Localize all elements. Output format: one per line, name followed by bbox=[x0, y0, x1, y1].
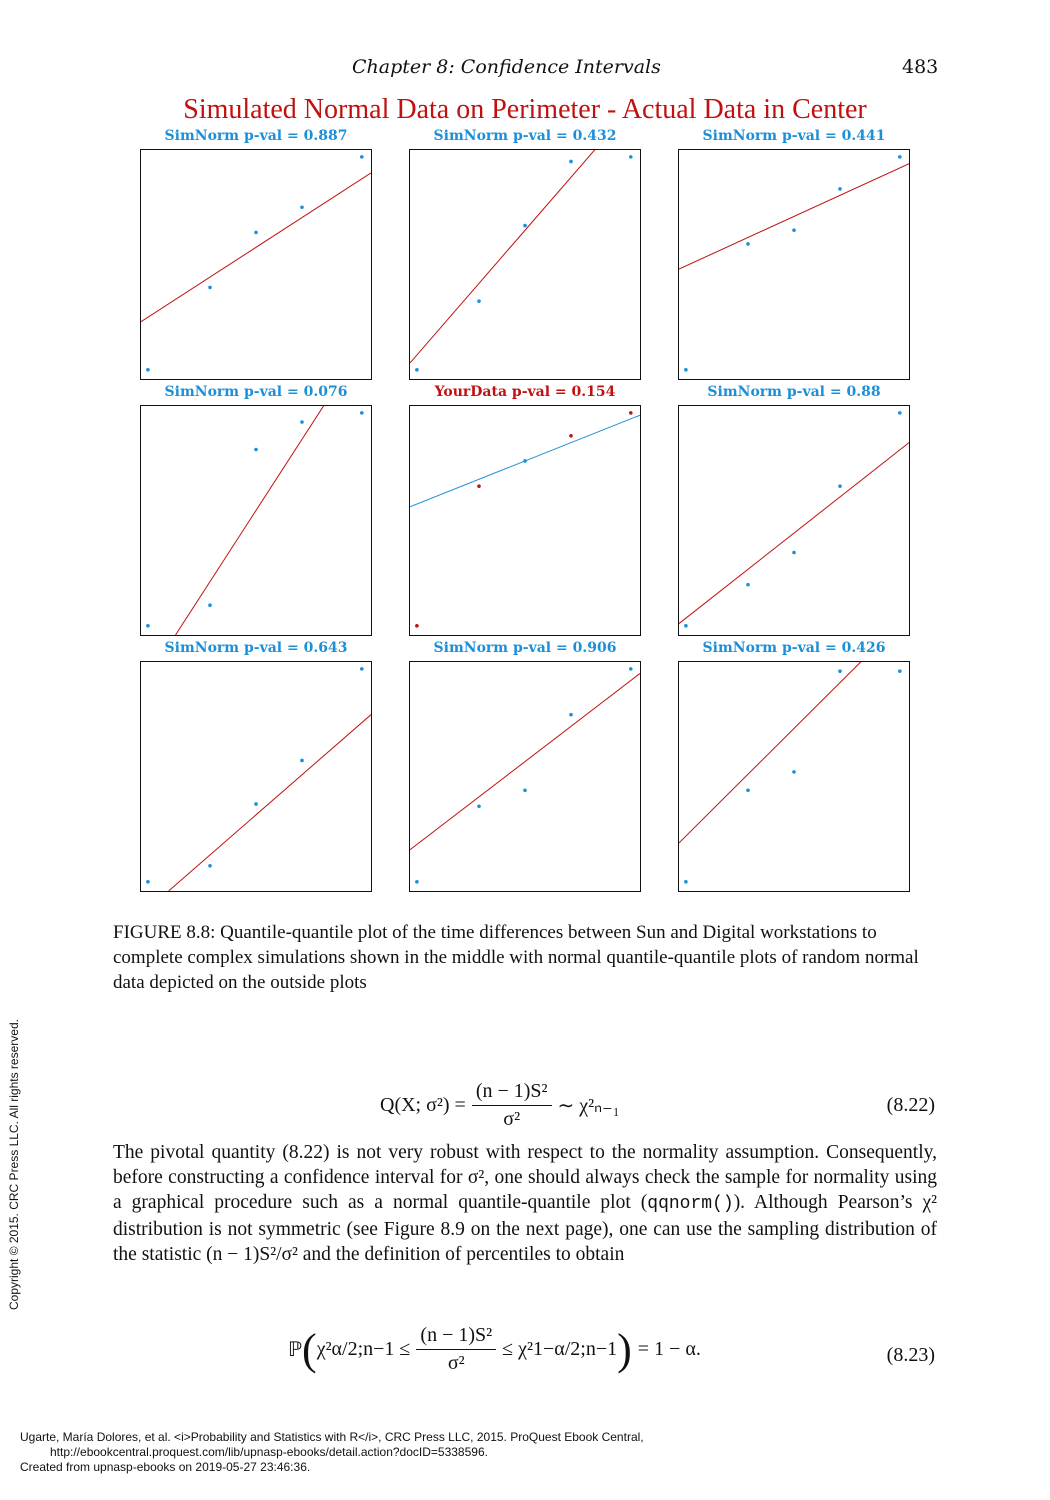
qq-point bbox=[477, 484, 481, 488]
qq-panel-6 bbox=[678, 405, 910, 636]
footer-created: Created from upnasp-ebooks on 2019-05-27 23:46:36. bbox=[20, 1460, 311, 1474]
qq-point bbox=[898, 669, 902, 673]
panel-title-8: SimNorm p-val = 0.906 bbox=[433, 640, 617, 656]
qq-panel-svg bbox=[410, 662, 640, 891]
qq-point bbox=[208, 864, 212, 868]
qq-panel-9 bbox=[678, 661, 910, 892]
qq-panel-svg bbox=[410, 406, 640, 635]
qq-point bbox=[792, 770, 796, 774]
qq-point bbox=[629, 667, 633, 671]
page-number: 483 bbox=[902, 56, 939, 78]
qq-point bbox=[360, 411, 364, 415]
body-paragraph bbox=[113, 1140, 937, 1267]
qq-point bbox=[254, 448, 258, 452]
qq-point bbox=[569, 160, 573, 164]
qq-reference-line bbox=[410, 673, 640, 849]
qq-point bbox=[684, 880, 688, 884]
qq-point bbox=[746, 583, 750, 587]
eq22-rhs: ∼ χ²ₙ₋₁ bbox=[557, 1095, 620, 1117]
qq-panel-8 bbox=[409, 661, 641, 892]
panel-title-3: SimNorm p-val = 0.441 bbox=[702, 128, 886, 144]
copyright-sidebar: Copyright © 2015. CRC Press LLC. All rights reserved. bbox=[7, 1019, 21, 1310]
qq-point bbox=[746, 788, 750, 792]
panel-title-7: SimNorm p-val = 0.643 bbox=[164, 640, 348, 656]
qq-point bbox=[898, 155, 902, 159]
qq-panel-svg bbox=[141, 150, 371, 379]
qq-panel-5 bbox=[409, 405, 641, 636]
running-header bbox=[0, 56, 1050, 82]
eq22-lhs: Q(X; σ²) = bbox=[380, 1094, 466, 1116]
qq-point bbox=[629, 411, 633, 415]
qq-point bbox=[838, 187, 842, 191]
qq-reference-line bbox=[141, 173, 371, 322]
qq-panel-4 bbox=[140, 405, 372, 636]
qq-reference-line bbox=[679, 662, 863, 843]
qq-point bbox=[569, 434, 573, 438]
qq-point bbox=[523, 224, 527, 228]
qq-panel-2 bbox=[409, 149, 641, 380]
qq-point bbox=[898, 411, 902, 415]
qq-point bbox=[208, 603, 212, 607]
panel-title-1: SimNorm p-val = 0.887 bbox=[164, 128, 348, 144]
qq-panel-7 bbox=[140, 661, 372, 892]
footer-citation: Ugarte, María Dolores, et al. <i>Probability and Statistics with R</i>, CRC Press LLC, 2015. ProQuest Ebook Central, bbox=[20, 1430, 644, 1444]
eq22-denominator: σ² bbox=[503, 1108, 521, 1130]
qq-panel-svg bbox=[141, 406, 371, 635]
panel-title-9: SimNorm p-val = 0.426 bbox=[702, 640, 886, 656]
eq23-right-paren: ) bbox=[617, 1324, 632, 1374]
qq-point bbox=[746, 242, 750, 246]
qq-reference-line bbox=[679, 443, 909, 624]
eq23-prob: ℙ bbox=[288, 1339, 303, 1361]
qq-point bbox=[629, 155, 633, 159]
code-qqnorm: qqnorm() bbox=[647, 1194, 734, 1214]
eq23-lower: χ²α/2;n−1 ≤ bbox=[316, 1338, 411, 1360]
figure-title: Simulated Normal Data on Perimeter - Actual Data in Center bbox=[183, 94, 867, 125]
qq-point bbox=[208, 286, 212, 290]
eq23-result: = 1 − α. bbox=[637, 1338, 701, 1360]
paragraph-text-1: The pivotal quantity (8.22) is not very robust with respect to the normality assumption. Consequently, before constructing a confidence interval for σ², one should always check the sample for normality using a graphical procedure such as a normal quantile-quantile plot ( bbox=[113, 1142, 937, 1213]
eq22-numerator: (n − 1)S² bbox=[472, 1080, 552, 1106]
qq-point bbox=[360, 667, 364, 671]
eq23-denominator: σ² bbox=[447, 1352, 465, 1374]
qq-panel-1 bbox=[140, 149, 372, 380]
qq-point bbox=[569, 713, 573, 717]
qq-point bbox=[523, 459, 527, 463]
qq-point bbox=[146, 880, 150, 884]
qq-point bbox=[300, 205, 304, 209]
qq-reference-line bbox=[169, 715, 371, 891]
eq23-fraction bbox=[416, 1324, 496, 1375]
qq-panel-svg bbox=[410, 150, 640, 379]
qq-reference-line bbox=[176, 406, 326, 635]
chapter-title: Chapter 8: Confidence Intervals bbox=[352, 56, 661, 78]
paragraph-text-2: ). Although Pearson’s χ² distribution is not symmetric (see Figure 8.9 on the next page), one can use the sampling distribution of the statistic (n − 1)S²/σ² and the definition of percentiles to obtain bbox=[113, 1192, 937, 1265]
figure-caption: FIGURE 8.8: Quantile-quantile plot of the time differences between Sun and Digital workstations to complete complex simulations shown in the middle with normal quantile-quantile plots of random normal data depicted on the outside plots bbox=[113, 922, 919, 993]
qq-point bbox=[415, 880, 419, 884]
qq-panel-svg bbox=[679, 662, 909, 891]
qq-point bbox=[838, 669, 842, 673]
qq-point bbox=[523, 788, 527, 792]
page-footer bbox=[20, 1430, 644, 1475]
qq-panel-svg bbox=[679, 406, 909, 635]
qq-reference-line bbox=[679, 164, 909, 269]
panel-title-5: YourData p-val = 0.154 bbox=[434, 384, 616, 400]
qq-point bbox=[684, 368, 688, 372]
qq-point bbox=[415, 624, 419, 628]
qq-point bbox=[300, 420, 304, 424]
footer-url: http://ebookcentral.proquest.com/lib/upnasp-ebooks/detail.action?docID=5338596. bbox=[50, 1445, 488, 1459]
qq-point bbox=[146, 368, 150, 372]
panel-title-4: SimNorm p-val = 0.076 bbox=[164, 384, 348, 400]
qq-point bbox=[792, 228, 796, 232]
panel-title-2: SimNorm p-val = 0.432 bbox=[433, 128, 617, 144]
eq22-number: (8.22) bbox=[886, 1094, 935, 1116]
qq-point bbox=[792, 551, 796, 555]
qq-point bbox=[838, 484, 842, 488]
qq-panel-svg bbox=[141, 662, 371, 891]
panel-title-6: SimNorm p-val = 0.88 bbox=[707, 384, 881, 400]
qq-point bbox=[300, 759, 304, 763]
qq-point bbox=[477, 804, 481, 808]
eq23-upper: ≤ χ²1−α/2;n−1 bbox=[502, 1338, 618, 1360]
qq-panel-3 bbox=[678, 149, 910, 380]
qq-point bbox=[360, 155, 364, 159]
qq-point bbox=[684, 624, 688, 628]
qq-reference-line bbox=[410, 150, 599, 363]
qq-point bbox=[477, 299, 481, 303]
eq22-fraction bbox=[472, 1080, 552, 1131]
eq23-left-paren: ( bbox=[302, 1324, 317, 1374]
qq-panel-svg bbox=[679, 150, 909, 379]
qq-point bbox=[254, 231, 258, 235]
qq-point bbox=[146, 624, 150, 628]
eq23-number: (8.23) bbox=[886, 1344, 935, 1366]
qq-point bbox=[415, 368, 419, 372]
qq-point bbox=[254, 802, 258, 806]
eq23-numerator: (n − 1)S² bbox=[416, 1324, 496, 1350]
